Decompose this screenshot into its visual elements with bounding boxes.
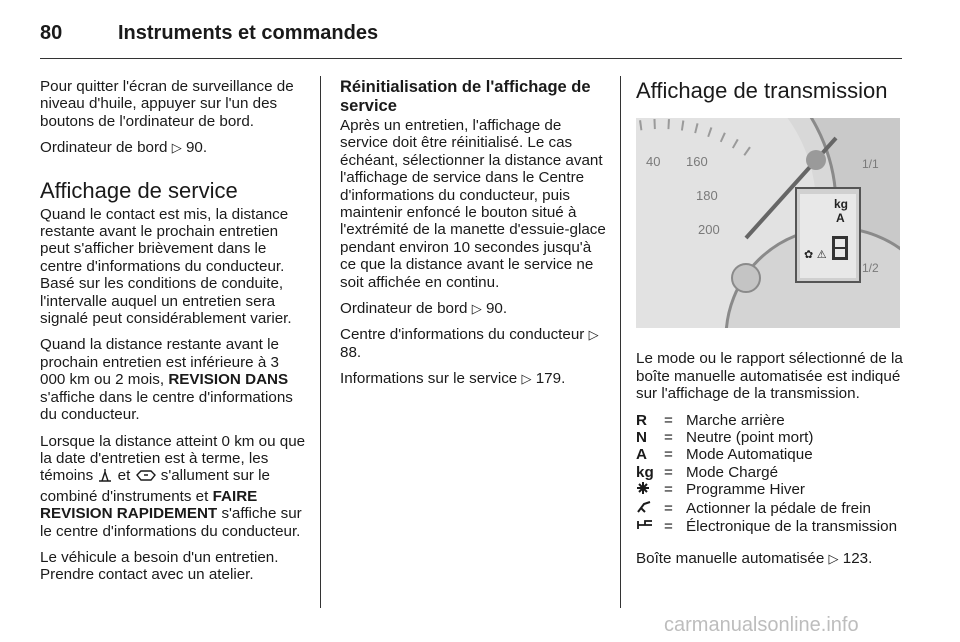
cross-reference <box>40 139 308 156</box>
cross-reference <box>340 370 608 387</box>
snowflake-icon <box>636 481 664 499</box>
display-a: A <box>836 211 845 225</box>
svg-text:✿ ⚠: ✿ ⚠ <box>804 248 827 261</box>
legend-value: Électronique de la transmission <box>686 518 898 536</box>
arrow-icon: ▷ <box>588 327 599 343</box>
arrow-icon: ▷ <box>828 551 839 567</box>
page-header <box>40 14 902 59</box>
dial-number: 160 <box>686 154 708 169</box>
legend-row <box>636 464 904 481</box>
legend-value: Mode Chargé <box>686 463 779 481</box>
legend-value: Neutre (point mort) <box>686 429 814 447</box>
legend-value: Actionner la pédale de frein <box>686 499 871 517</box>
column-middle <box>340 78 608 397</box>
ref-label: Informations sur le service <box>340 370 518 388</box>
legend-row <box>636 429 904 446</box>
text-run: s'affiche sur le centre d'informations du conducteur. <box>40 505 302 540</box>
ref-label: Boîte manuelle automatisée <box>636 550 825 568</box>
instrument-cluster-illustration <box>636 118 900 328</box>
legend-key: kg <box>636 463 654 481</box>
legend-equals: = <box>664 499 673 517</box>
ref-page: 123. <box>842 550 873 568</box>
column-right <box>636 78 904 577</box>
legend-equals: = <box>664 518 673 536</box>
ref-label: Ordinateur de bord <box>40 139 168 157</box>
legend-key: R <box>636 411 647 429</box>
legend-equals: = <box>664 429 673 447</box>
arrow-icon: ▷ <box>471 301 482 317</box>
legend-value: Programme Hiver <box>686 481 805 499</box>
legend-equals: = <box>664 481 673 499</box>
paragraph: Pour quitter l'écran de surveillance de niveau d'huile, appuyer sur l'un des boutons de l'ordinateur de bord. <box>40 78 294 130</box>
ref-page: 179. <box>535 370 566 388</box>
paragraph <box>40 336 308 423</box>
display-message: FAIRE REVISION RAPIDEMENT <box>40 487 258 523</box>
service-wrench-icon <box>97 468 113 487</box>
column-left <box>40 78 308 593</box>
legend-equals: = <box>664 411 673 429</box>
legend-row <box>636 518 904 536</box>
section-heading: Affichage de transmission <box>636 78 888 103</box>
page-title: Instruments et commandes <box>118 22 379 44</box>
legend-row <box>636 500 904 518</box>
paragraph: Quand le contact est mis, la distance restante avant le prochain entretien peut s'afficher brièvement dans le centre d'informations du conducteur. Basé sur les conditions de conduite, l'intervalle auquel un entretien sera signalé peut considérablement varier. <box>40 205 292 328</box>
ref-page: 90. <box>485 300 508 318</box>
watermark: carmanualsonline.info <box>664 614 859 636</box>
section-heading: Réinitialisation de l'affichage de service <box>340 78 591 115</box>
ref-page: 88. <box>340 343 362 361</box>
page-number: 80 <box>40 22 63 44</box>
dial-number: 200 <box>698 222 720 237</box>
brake-pedal-icon <box>636 500 664 518</box>
ref-label: Ordinateur de bord <box>340 300 468 318</box>
dial-number: 180 <box>696 188 718 203</box>
section-heading: Affichage de service <box>40 177 238 203</box>
legend-equals: = <box>664 446 673 464</box>
arrow-icon: ▷ <box>521 371 532 387</box>
cross-reference <box>636 550 904 567</box>
text-run: s'allument sur le combiné d'instruments et <box>40 467 270 505</box>
text-run: Lorsque la distance atteint 0 km ou que la date d'entretien est à terme, les témoins <box>40 432 306 485</box>
display-message: REVISION DANS <box>168 371 289 389</box>
paragraph <box>40 433 308 540</box>
arrow-icon: ▷ <box>171 140 182 156</box>
legend-list <box>636 412 904 537</box>
ref-page: 90. <box>185 139 208 157</box>
engine-warning-icon <box>135 468 157 487</box>
text-run: et <box>113 467 135 485</box>
transmission-fault-icon <box>636 518 664 536</box>
ref-label: Centre d'informations du conducteur <box>340 326 585 344</box>
paragraph: Après un entretien, l'affichage de service doit être réinitialisé. Le cas échéant, sélectionner la distance avant l'affichage de service dans le Centre d'informations du conducteur, puis maintenir enfoncé le bouton situé à l'extrémité de la manette d'essuie-glace pendant environ 10 secondes jusqu'à ce que la distance avant le service ne soit affichée en continu. <box>340 117 606 291</box>
text-run: Quand la distance restante avant le prochain entretien est inférieure à 3 000 km ou 2 mois, <box>40 336 279 389</box>
text-run: s'affiche dans le centre d'informations du conducteur. <box>40 388 293 424</box>
fuel-mark: 1/2 <box>862 261 879 275</box>
legend-value: Marche arrière <box>686 411 785 429</box>
legend-row <box>636 446 904 463</box>
cross-reference <box>340 300 608 317</box>
legend-row <box>636 481 904 499</box>
column-divider <box>620 76 621 608</box>
column-divider <box>320 76 321 608</box>
paragraph: Le véhicule a besoin d'un entretien. Prendre contact avec un atelier. <box>40 548 279 584</box>
paragraph: Le mode ou le rapport sélectionné de la boîte manuelle automatisée est indiqué sur l'affichage de la transmission. <box>636 350 903 403</box>
legend-row <box>636 412 904 429</box>
cross-reference <box>340 326 608 361</box>
dial-number: 40 <box>646 154 661 169</box>
legend-key: A <box>636 446 647 464</box>
fuel-mark: 1/1 <box>862 157 879 171</box>
legend-value: Mode Automatique <box>686 446 813 464</box>
legend-equals: = <box>664 463 673 481</box>
display-kg: kg <box>834 197 849 211</box>
legend-key: N <box>636 429 647 447</box>
